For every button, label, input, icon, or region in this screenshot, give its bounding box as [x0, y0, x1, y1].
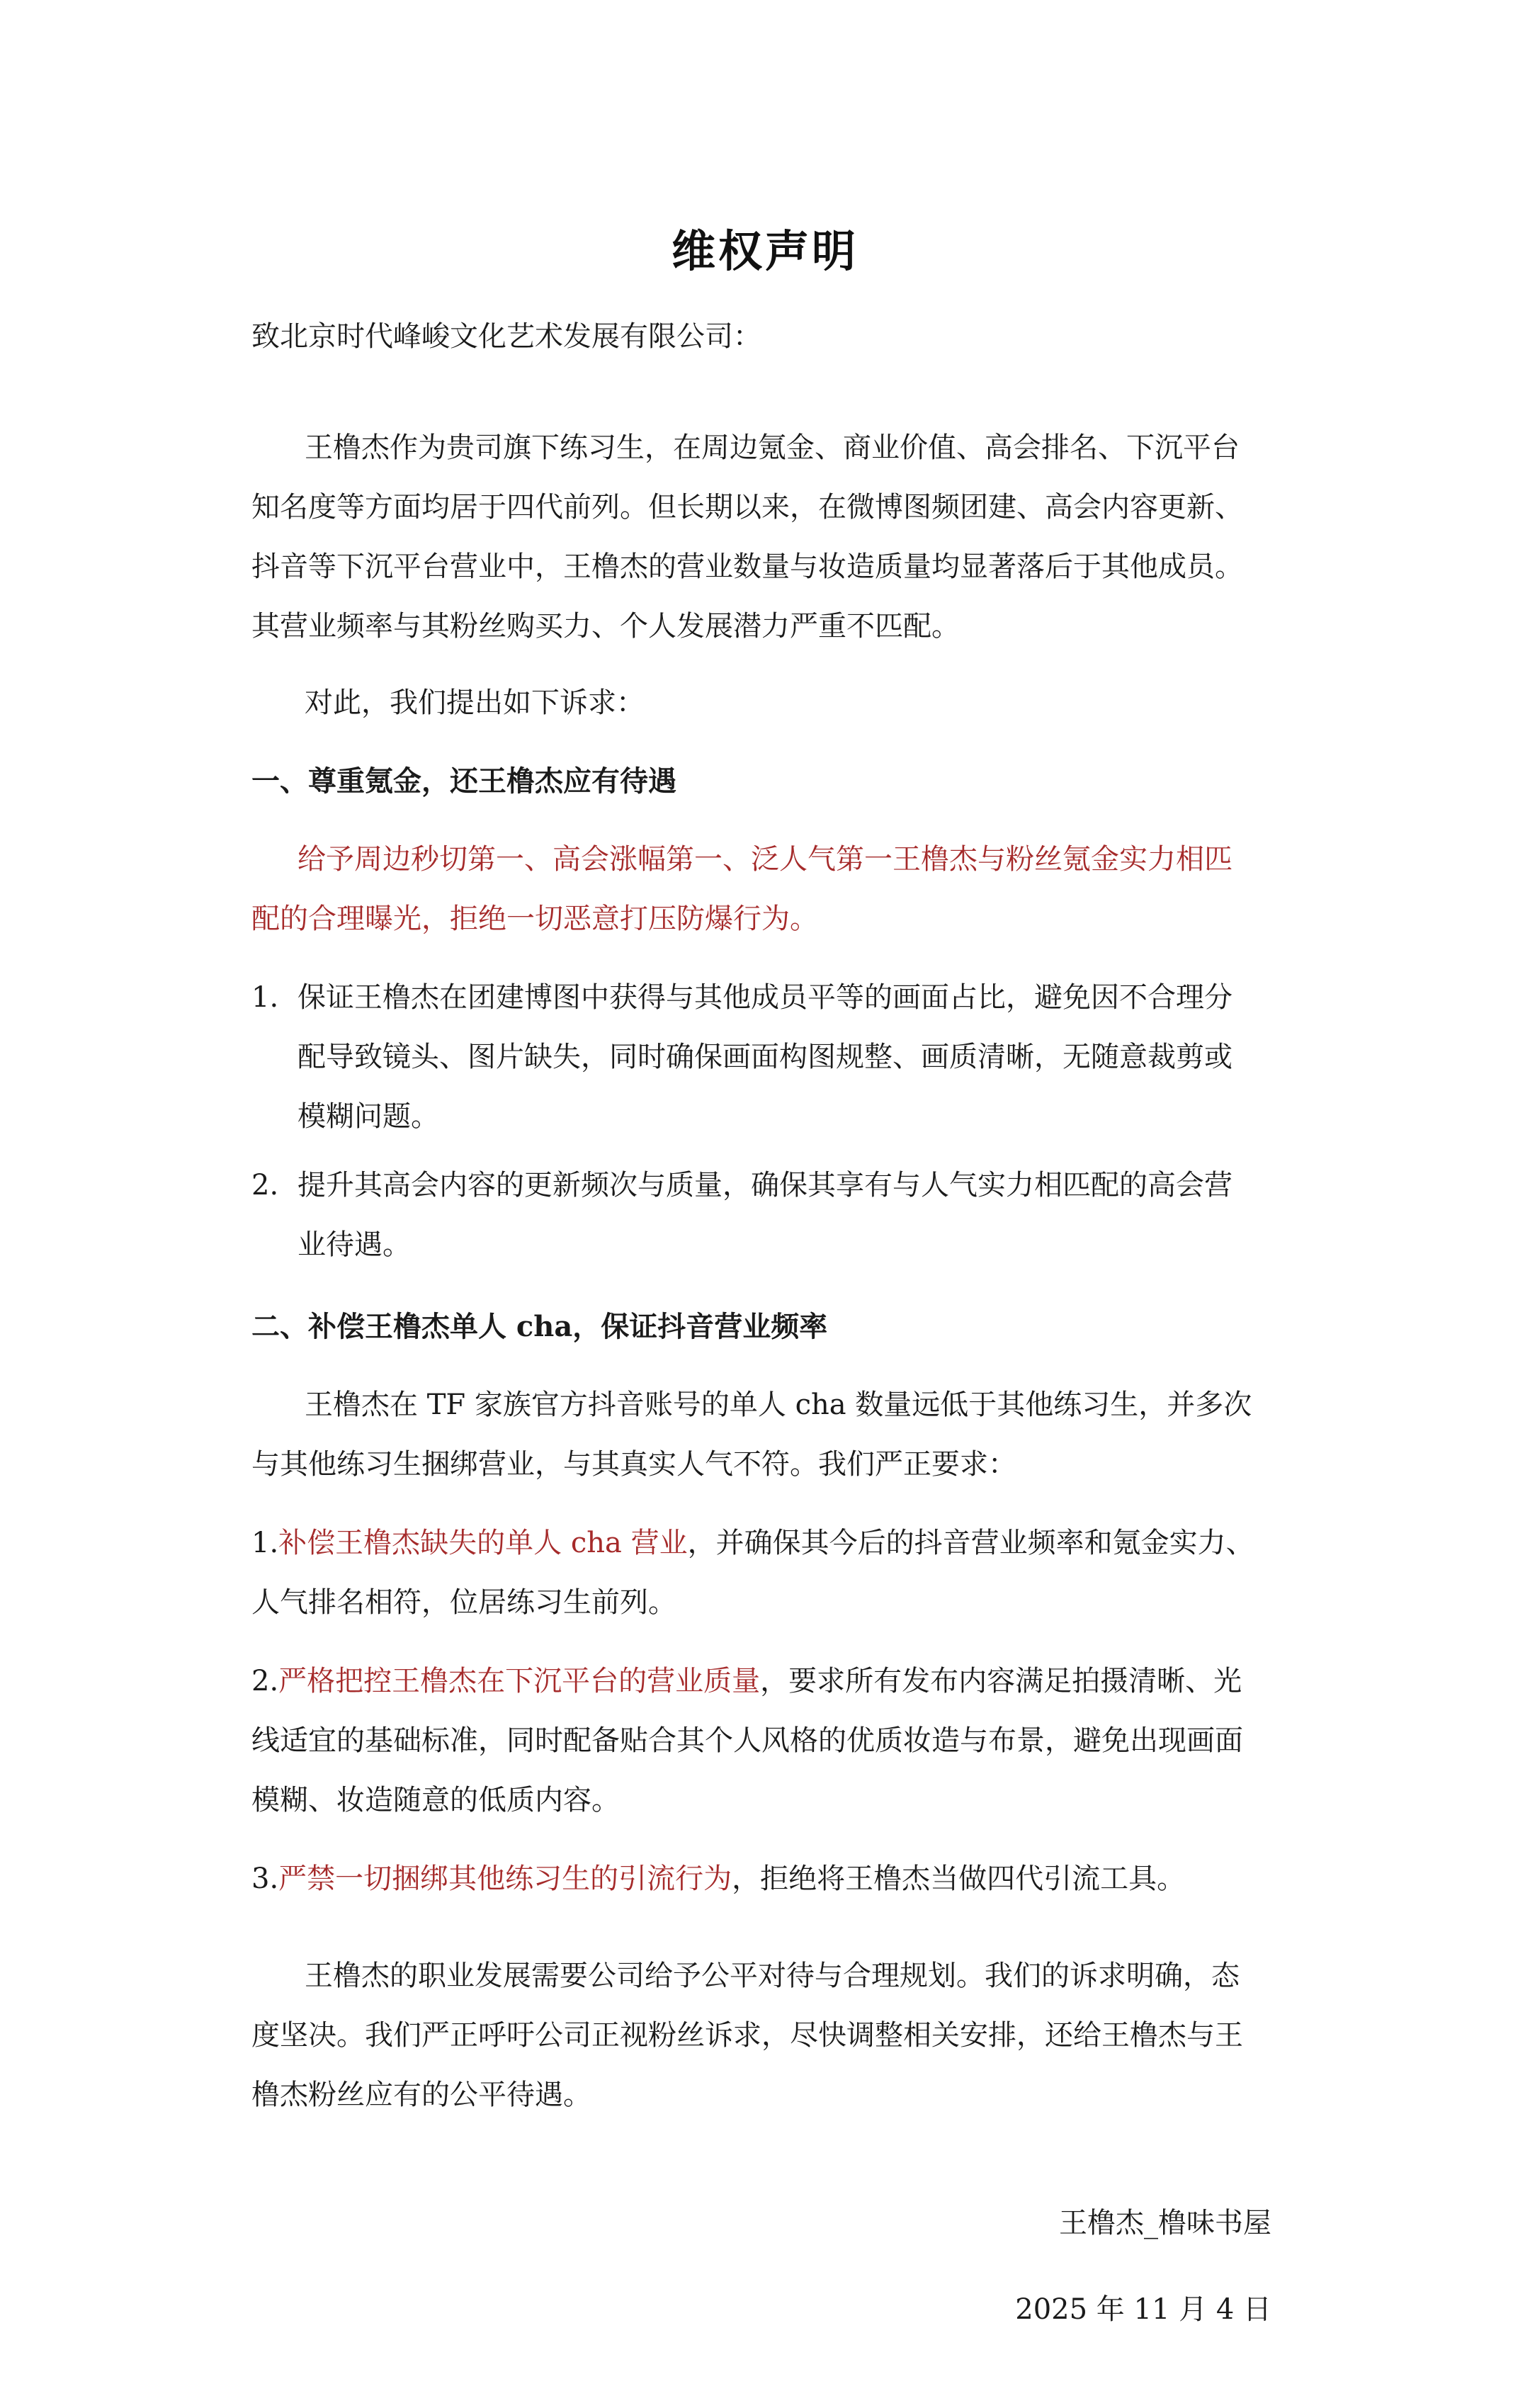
- section2-item2-line-2: 线适宜的基础标准，同时配备贴合其个人风格的优质妆造与布景，避免出现画面: [251, 1724, 1243, 1757]
- section2-item1-line-1: [251, 1522, 1254, 1564]
- intro-line-3: 抖音等下沉平台营业中，王橹杰的营业数量与妆造质量均显著落后于其他成员。: [251, 550, 1243, 583]
- intro-line-2: 知名度等方面均居于四代前列。但长期以来，在微博图频团建、高会内容更新、: [251, 491, 1243, 524]
- section1-item1-line-2: 配导致镜头、图片缺失，同时确保画面构图规整、画质清晰，无随意裁剪或: [298, 1041, 1232, 1073]
- section1-item1-line-3: 模糊问题。: [298, 1100, 439, 1133]
- section2-item2-highlight: 严格把控王橹杰在下沉平台的营业质量: [278, 1665, 761, 1697]
- section1-highlight-line-2: 配的合理曝光，拒绝一切恶意打压防爆行为。: [251, 903, 818, 935]
- signature: 王橹杰_橹味书屋: [1059, 2207, 1271, 2239]
- section2-item2-rest: ，要求所有发布内容满足拍摄清晰、光: [760, 1665, 1242, 1697]
- section2-item1-rest: ，并确保其今后的抖音营业频率和氪金实力、: [687, 1527, 1254, 1559]
- addressee: 致北京时代峰峻文化艺术发展有限公司：: [251, 320, 761, 353]
- demand-intro: 对此，我们提出如下诉求：: [305, 686, 645, 719]
- section1-item2-line-2: 业待遇。: [298, 1228, 411, 1261]
- section2-item2-number: 2.: [251, 1665, 279, 1697]
- section2-item1-number: 1.: [251, 1527, 279, 1559]
- section1-highlight-line-1: 给予周边秒切第一、高会涨幅第一、泛人气第一王橹杰与粉丝氪金实力相匹: [298, 843, 1232, 876]
- section2-item2-line-3: 模糊、妆造随意的低质内容。: [251, 1784, 620, 1816]
- section1-heading: 一、尊重氪金，还王橹杰应有待遇: [251, 764, 676, 798]
- section2-intro-line-2: 与其他练习生捆绑营业，与其真实人气不符。我们严正要求：: [251, 1448, 1016, 1481]
- section1-item2-line-1: 提升其高会内容的更新频次与质量，确保其享有与人气实力相匹配的高会营: [298, 1169, 1232, 1202]
- section1-item1-line-1: 保证王橹杰在团建博图中获得与其他成员平等的画面占比，避免因不合理分: [298, 981, 1232, 1014]
- section2-item1-highlight: 补偿王橹杰缺失的单人 cha 营业: [278, 1527, 688, 1559]
- closing-line-3: 橹杰粉丝应有的公平待遇。: [251, 2079, 591, 2111]
- section2-item3-number: 3.: [251, 1862, 279, 1895]
- section2-item2-line-1: [251, 1660, 1242, 1702]
- closing-line-2: 度坚决。我们严正呼吁公司正视粉丝诉求，尽快调整相关安排，还给王橹杰与王: [251, 2019, 1243, 2052]
- section2-item1-line-2: 人气排名相符，位居练习生前列。: [251, 1586, 676, 1619]
- section2-heading: 二、补偿王橹杰单人 cha，保证抖音营业频率: [251, 1310, 828, 1343]
- section1-item1-number: 1.: [251, 981, 279, 1014]
- intro-line-1: 王橹杰作为贵司旗下练习生，在周边氪金、商业价值、高会排名、下沉平台: [305, 431, 1240, 464]
- intro-line-4: 其营业频率与其粉丝购买力、个人发展潜力严重不匹配。: [251, 610, 960, 643]
- section2-intro-line-1: 王橹杰在 TF 家族官方抖音账号的单人 cha 数量远低于其他练习生，并多次: [305, 1389, 1252, 1421]
- date: 2025 年 11 月 4 日: [1015, 2293, 1271, 2326]
- closing-line-1: 王橹杰的职业发展需要公司给予公平对待与合理规划。我们的诉求明确，态: [305, 1960, 1240, 1992]
- section2-item3-rest: ，拒绝将王橹杰当做四代引流工具。: [732, 1862, 1186, 1895]
- section1-item2-number: 2.: [251, 1169, 279, 1202]
- section2-item3-highlight: 严禁一切捆绑其他练习生的引流行为: [278, 1862, 732, 1895]
- section2-item3-line-1: [251, 1858, 1185, 1900]
- document-title: 维权声明: [671, 225, 858, 277]
